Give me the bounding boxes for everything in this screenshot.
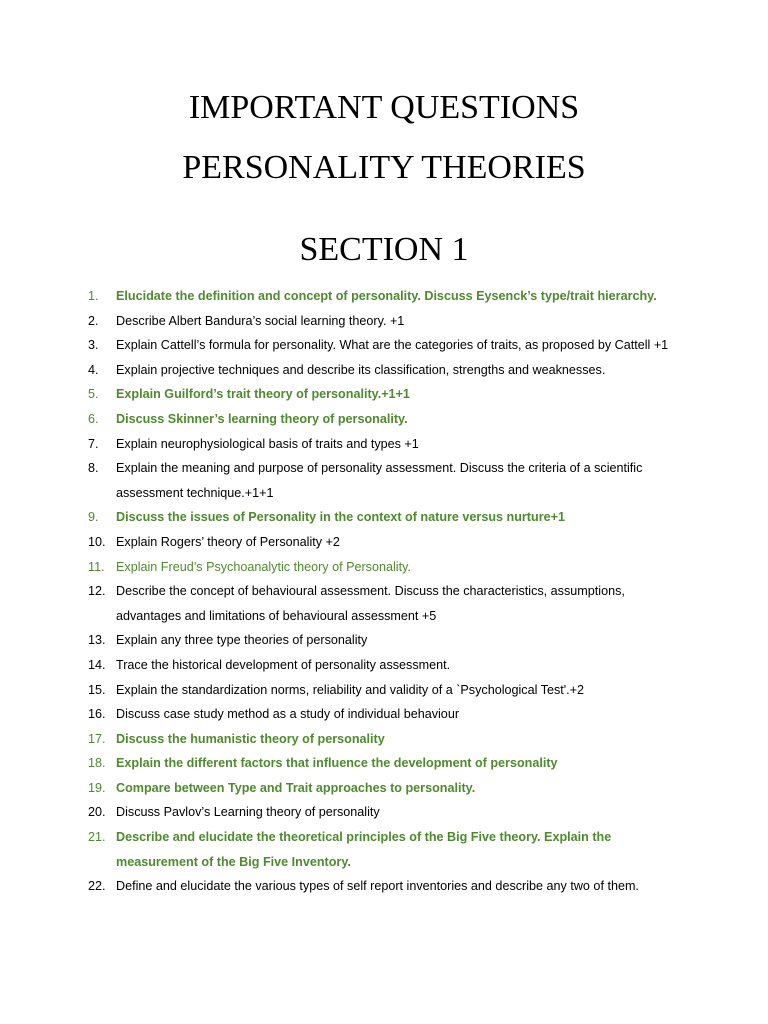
question-item <box>88 776 678 801</box>
question-item <box>88 432 678 457</box>
question-number: 21. <box>88 830 106 845</box>
question-item <box>88 579 678 628</box>
question-text: Explain Guilford’s trait theory of personality.+1+1 <box>116 387 410 402</box>
question-number: 10. <box>88 534 106 549</box>
question-text: Discuss Pavlov’s Learning theory of personality <box>116 805 380 820</box>
question-text: Discuss Skinner’s learning theory of personality. <box>116 411 408 426</box>
question-text: Explain projective techniques and describe its classification, strengths and weaknesses. <box>116 362 606 377</box>
question-number: 16. <box>88 707 106 722</box>
question-text: Describe and elucidate the theoretical principles of the Big Five theory. Explain the measurement of the Big Five Inventory. <box>116 830 612 869</box>
question-item <box>88 874 678 899</box>
question-number: 11. <box>88 559 105 574</box>
question-number: 12. <box>88 584 106 599</box>
question-text: Explain the standardization norms, reliability and validity of a `Psychological Test'.+2 <box>116 682 585 697</box>
question-text: Trace the historical development of personality assessment. <box>116 657 451 672</box>
question-item <box>88 358 678 383</box>
question-text: Explain Cattell’s formula for personality. What are the categories of traits, as proposed by Cattell +1 <box>116 338 669 353</box>
question-item <box>88 456 678 505</box>
question-text: Explain Rogers’ theory of Personality +2 <box>116 534 340 549</box>
question-item <box>88 653 678 678</box>
question-number: 20. <box>88 805 106 820</box>
question-item <box>88 333 678 358</box>
question-text: Explain the different factors that influence the development of personality <box>116 756 558 771</box>
title-line-1: IMPORTANT QUESTIONS <box>188 89 580 126</box>
question-number: 9. <box>88 510 99 525</box>
question-item <box>88 284 678 309</box>
question-item <box>88 628 678 653</box>
question-number: 5. <box>88 387 99 402</box>
question-number: 22. <box>88 879 106 894</box>
question-number: 7. <box>88 436 99 451</box>
title-line-2: PERSONALITY THEORIES <box>182 149 586 186</box>
question-text: Describe the concept of behavioural assessment. Discuss the characteristics, assumptions, advantages and limitations of behavioural assessment +5 <box>116 584 625 623</box>
question-text: Explain any three type theories of personality <box>116 633 368 648</box>
question-text: Elucidate the definition and concept of personality. Discuss Eysenck’s type/trait hierarchy. <box>116 289 657 303</box>
question-number: 18. <box>88 756 106 771</box>
question-item <box>88 825 678 874</box>
question-list <box>88 284 678 899</box>
question-item <box>88 800 678 825</box>
section-heading: SECTION 1 <box>299 231 469 268</box>
question-item <box>88 727 678 752</box>
question-item <box>88 309 678 334</box>
question-text: Discuss case study method as a study of individual behaviour <box>116 707 460 722</box>
question-number: 1. <box>88 289 99 303</box>
question-number: 14. <box>88 657 106 672</box>
question-number: 4. <box>88 362 99 377</box>
question-text: Describe Albert Bandura’s social learning theory. +1 <box>116 313 405 328</box>
question-text: Define and elucidate the various types of self report inventories and describe any two of them. <box>116 879 639 894</box>
question-text: Compare between Type and Trait approaches to personality. <box>116 780 476 795</box>
question-number: 17. <box>88 731 106 746</box>
question-number: 19. <box>88 780 106 795</box>
question-text: Explain Freud’s Psychoanalytic theory of Personality. <box>116 559 411 574</box>
question-item <box>88 678 678 703</box>
question-number: 8. <box>88 461 99 476</box>
question-text: Discuss the humanistic theory of personality <box>116 731 385 746</box>
question-text: Explain the meaning and purpose of personality assessment. Discuss the criteria of a scientific assessment technique.+1+1 <box>116 461 643 500</box>
question-number: 13. <box>88 633 106 648</box>
question-item <box>88 530 678 555</box>
question-number: 2. <box>88 313 99 328</box>
question-number: 15. <box>88 682 106 697</box>
question-text: Discuss the issues of Personality in the context of nature versus nurture+1 <box>116 510 565 525</box>
question-number: 6. <box>88 411 99 426</box>
question-item <box>88 751 678 776</box>
question-item <box>88 382 678 407</box>
question-item <box>88 555 678 580</box>
question-item <box>88 407 678 432</box>
question-text: Explain neurophysiological basis of traits and types +1 <box>116 436 419 451</box>
question-item <box>88 505 678 530</box>
question-number: 3. <box>88 338 99 353</box>
question-item <box>88 702 678 727</box>
